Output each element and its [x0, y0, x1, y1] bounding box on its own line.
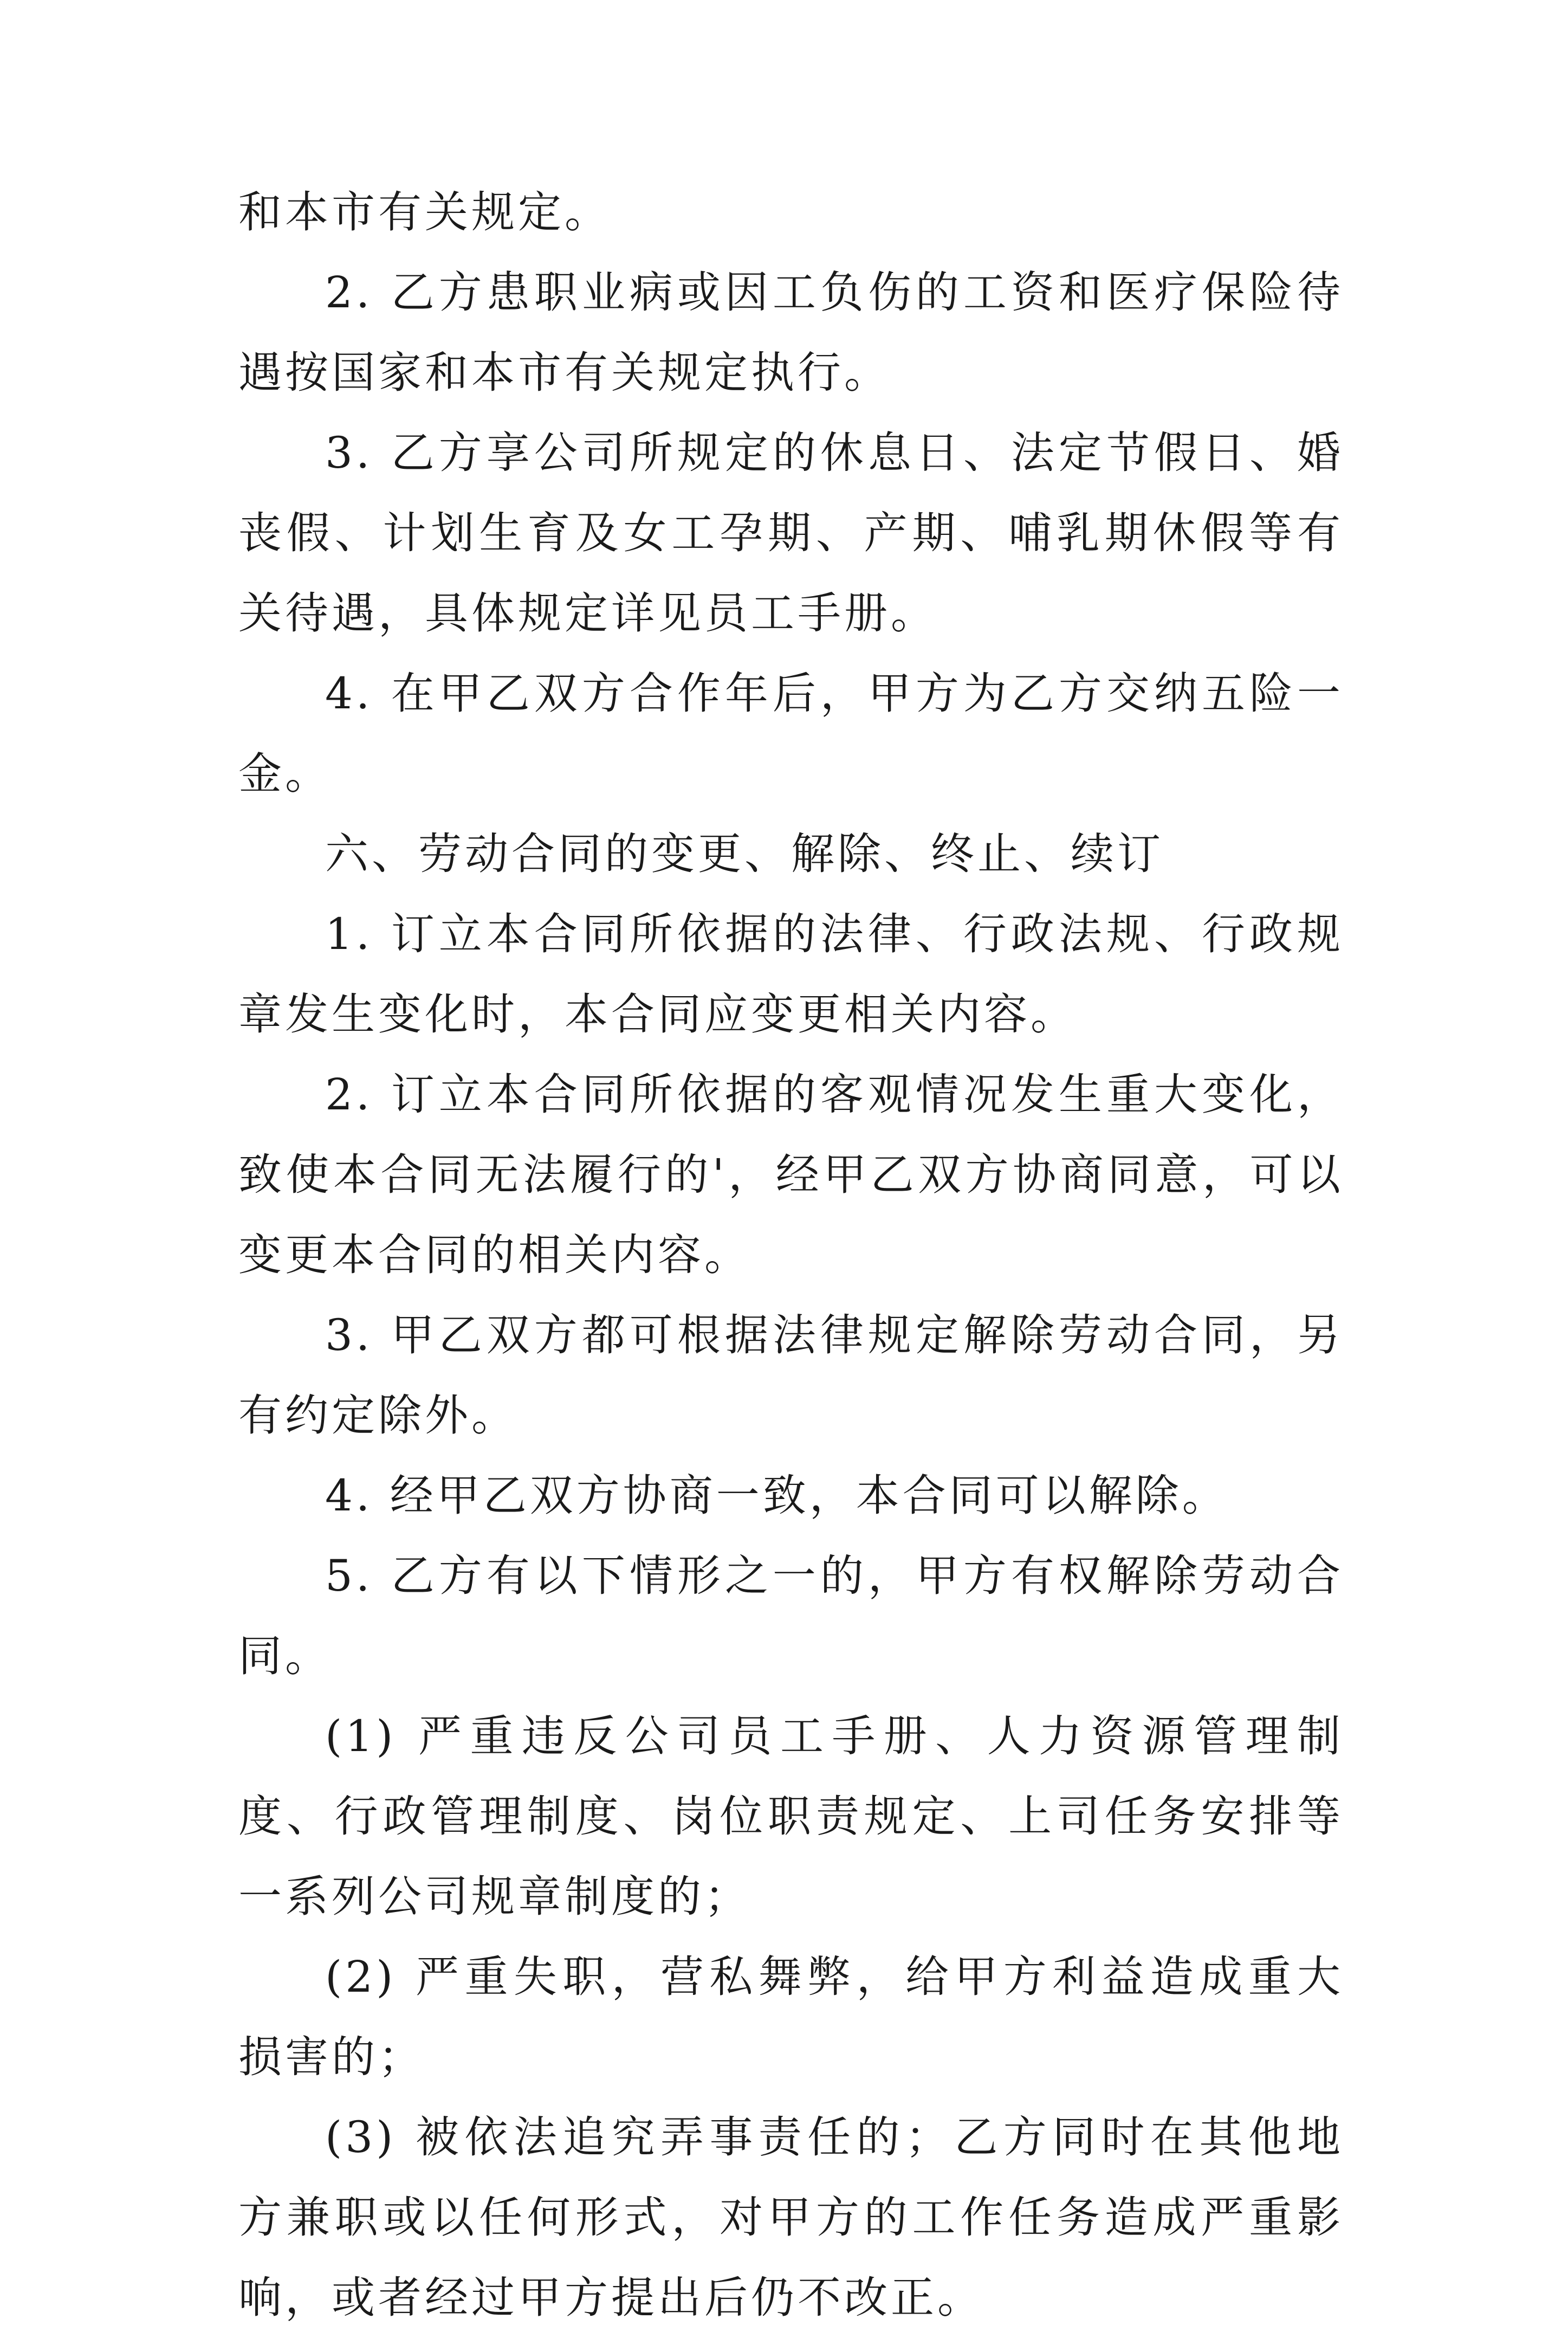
paragraph-change-clause-5: 5. 乙方有以下情形之一的，甲方有权解除劳动合同。 [238, 1551, 1344, 1681]
paragraph-clause-3-holidays: 3. 乙方享公司所规定的休息日、法定节假日、婚丧假、计划生育及女工孕期、产期、哺乳期休假等有关待遇，具体规定详见员工手册。 [238, 428, 1344, 638]
paragraph-continuation: 和本市有关规定。 [238, 187, 611, 237]
contract-body [238, 172, 1344, 2338]
paragraph-change-clause-2: 2. 订立本合同所依据的客观情况发生重大变化，致使本合同无法履行的'，经甲乙双方协商同意，可以变更本合同的相关内容。 [238, 1069, 1344, 1280]
paragraph-clause-2-injury-benefits: 2. 乙方患职业病或因工负伤的工资和医疗保险待遇按国家和本市有关规定执行。 [238, 267, 1344, 398]
paragraph-clause-4-insurance: 4. 在甲乙双方合作年后，甲方为乙方交纳五险一金。 [238, 668, 1344, 799]
list-item-termination-1: (1) 严重违反公司员工手册、人力资源管理制度、行政管理制度、岗位职责规定、上司任务安排等一系列公司规章制度的； [238, 1711, 1344, 1922]
list-item-termination-3: (3) 被依法追究弄事责任的；乙方同时在其他地方兼职或以任何形式，对甲方的工作任务造成严重影响，或者经过甲方提出后仍不改正。 [238, 2112, 1344, 2323]
section-heading-contract-changes: 六、劳动合同的变更、解除、终止、续订 [325, 829, 1164, 879]
paragraph-change-clause-3: 3. 甲乙双方都可根据法律规定解除劳动合同，另有约定除外。 [238, 1310, 1344, 1441]
paragraph-change-clause-1: 1. 订立本合同所依据的法律、行政法规、行政规章发生变化时，本合同应变更相关内容。 [238, 909, 1344, 1039]
list-item-termination-2: (2) 严重失职，营私舞弊，给甲方利益造成重大损害的； [238, 1952, 1344, 2082]
paragraph-change-clause-4: 4. 经甲乙双方协商一致，本合同可以解除。 [325, 1470, 1229, 1521]
